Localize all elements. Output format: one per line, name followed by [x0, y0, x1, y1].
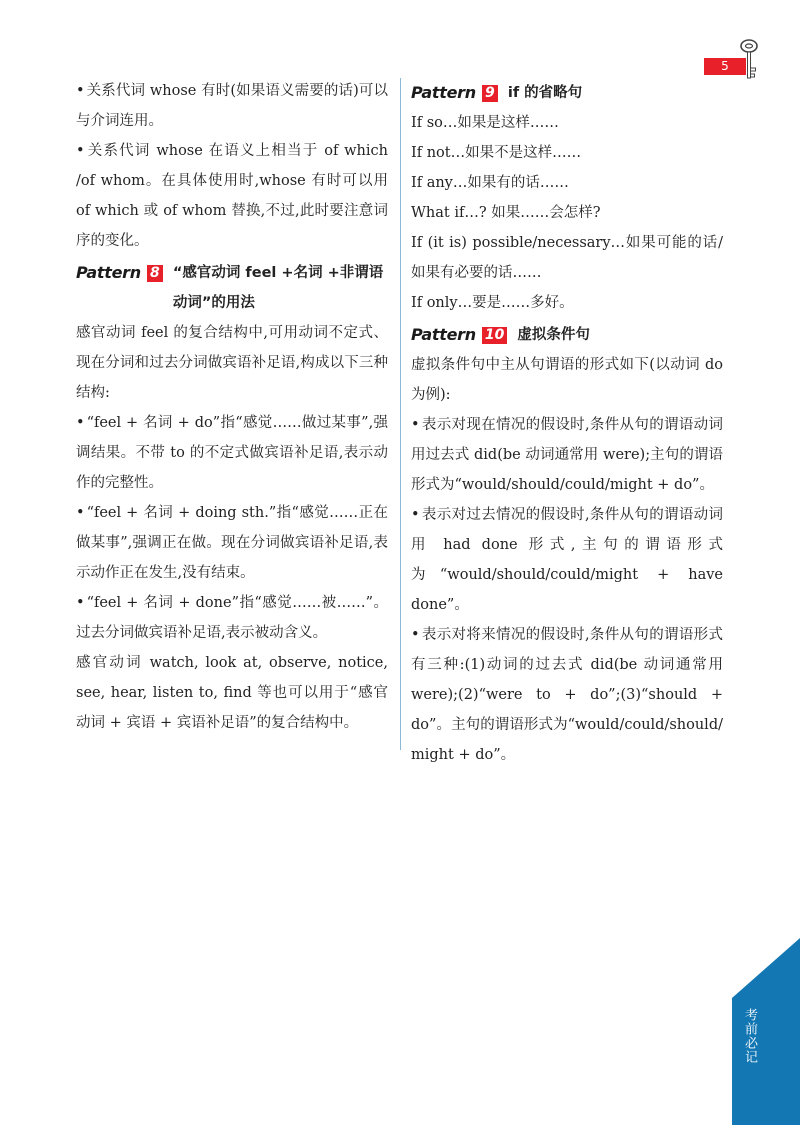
- left-paragraph-5: • “feel + 名词 + doing sth.”指“感觉……正在做某事”,强调正在做。现在分词做宾语补足语,表示动作正在发生,没有结束。: [76, 498, 388, 588]
- page-number: 5: [704, 58, 746, 75]
- right-line-1: If so…如果是这样……: [411, 115, 559, 131]
- pattern-label: Pattern: [76, 263, 141, 282]
- pattern-title: “感官动词 feel +名词 +非谓语动词”的用法: [172, 265, 384, 311]
- left-paragraph-7: 感官动词 watch, look at, observe, notice, see, hear, listen to, find 等也可以用于“感官动词 + 宾语 + 宾语补足语”的复合结构中。: [76, 655, 388, 731]
- pattern-10-heading: [411, 320, 723, 350]
- right-line-5: If (it is) possible/necessary…如果可能的话/如果有必要的话……: [411, 235, 723, 281]
- left-paragraph-1: • 关系代词 whose 有时(如果语义需要的话)可以与介词连用。: [76, 76, 388, 136]
- right-line-2: If not…如果不是这样……: [411, 145, 582, 161]
- column-divider: [400, 78, 401, 750]
- pattern-title: if 的省略句: [507, 85, 583, 101]
- pattern-9-heading: [411, 78, 723, 108]
- left-paragraph-6: • “feel + 名词 + done”指“感觉……被……”。过去分词做宾语补足语,表示被动含义。: [76, 588, 388, 648]
- pattern-label: Pattern: [411, 325, 476, 344]
- right-line-4: What if…? 如果……会怎样?: [411, 205, 601, 221]
- pattern-number-badge: 9: [482, 85, 498, 102]
- right-paragraph-3: • 表示对过去情况的假设时,条件从句的谓语动词用 had done 形式,主句的谓语形式为“would/should/could/might + have done”。: [411, 500, 723, 620]
- right-paragraph-1: 虚拟条件句中主从句谓语的形式如下(以动词 do 为例):: [411, 357, 723, 403]
- right-column: [411, 76, 723, 770]
- right-paragraph-2: • 表示对现在情况的假设时,条件从句的谓语动词用过去式 did(be 动词通常用 were);主句的谓语形式为“would/should/could/might + do”。: [411, 410, 723, 500]
- section-tab-label: 考前必记: [742, 1008, 757, 1064]
- right-paragraph-4: • 表示对将来情况的假设时,条件从句的谓语形式有三种:(1)动词的过去式 did(be 动词通常用 were);(2)“were to + do”;(3)“should + do”。主句的谓语形式为“would/could/should/ might + do”。: [411, 620, 723, 770]
- pattern-number-badge: 10: [482, 327, 507, 344]
- left-paragraph-4: • “feel + 名词 + do”指“感觉……做过某事”,强调结果。不带 to 的不定式做宾语补足语,表示动作的完整性。: [76, 408, 388, 498]
- pattern-8-heading: [76, 258, 388, 318]
- pattern-label: Pattern: [411, 83, 476, 102]
- pattern-number-badge: 8: [147, 265, 163, 282]
- right-line-3: If any…如果有的话……: [411, 175, 569, 191]
- pattern-title: 虚拟条件句: [517, 327, 590, 343]
- left-paragraph-3: 感官动词 feel 的复合结构中,可用动词不定式、现在分词和过去分词做宾语补足语,构成以下三种结构:: [76, 325, 388, 401]
- left-paragraph-2: • 关系代词 whose 在语义上相当于 of which /of whom。在具体使用时,whose 有时可以用 of which 或 of whom 替换,不过,此时要注意词序的变化。: [76, 136, 388, 256]
- left-column: [76, 76, 388, 738]
- right-line-6: If only…要是……多好。: [411, 295, 574, 311]
